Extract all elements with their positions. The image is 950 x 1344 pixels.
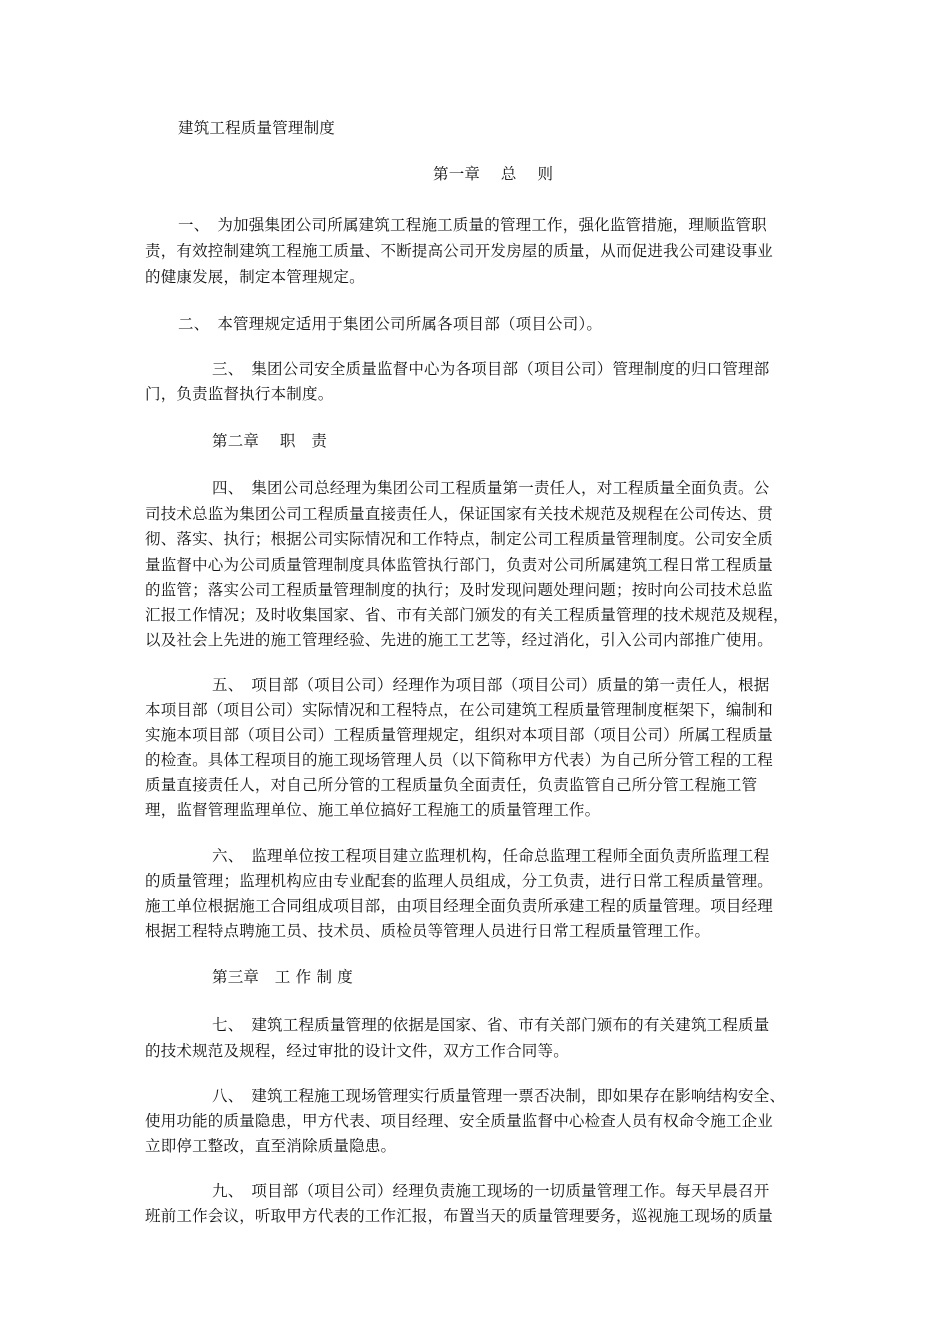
paragraph-4-line-2: 司技术总监为集团公司工程质量直接责任人，保证国家有关技术规范及规程在公司传达、贯 bbox=[145, 505, 774, 523]
paragraph-7-line-2: 的技术规范及规程，经过审批的设计文件，双方工作合同等。 bbox=[145, 1042, 569, 1060]
document-title: 建筑工程质量管理制度 bbox=[178, 119, 336, 137]
paragraph-9-line-2: 班前工作会议，听取甲方代表的工作汇报，布置当天的质量管理要务，巡视施工现场的质量 bbox=[145, 1207, 774, 1225]
paragraph-4-line-5: 的监管；落实公司工程质量管理制度的执行；及时发现问题处理问题；按时向公司技术总监 bbox=[145, 581, 774, 599]
paragraph-4-line-3: 彻、落实、执行；根据公司实际情况和工作特点，制定公司工程质量管理制度。公司安全质 bbox=[145, 530, 774, 548]
paragraph-3-line-1: 三、 集团公司安全质量监督中心为各项目部（项目公司）管理制度的归口管理部 bbox=[212, 360, 770, 378]
paragraph-7-line-1: 七、 建筑工程质量管理的依据是国家、省、市有关部门颁布的有关建筑工程质量 bbox=[212, 1016, 770, 1034]
paragraph-5-line-5: 质量直接责任人，对自己所分管的工程质量负全面责任，负责监管自己所分管工程施工管 bbox=[145, 776, 758, 794]
paragraph-4-line-1: 四、 集团公司总经理为集团公司工程质量第一责任人，对工程质量全面负责。公 bbox=[212, 479, 770, 497]
paragraph-9-line-1: 九、 项目部（项目公司）经理负责施工现场的一切质量管理工作。每天早晨召开 bbox=[212, 1182, 770, 1200]
paragraph-6-line-2: 的质量管理；监理机构应由专业配套的监理人员组成，分工负责，进行日常工程质量管理。 bbox=[145, 872, 774, 890]
paragraph-1-line-3: 的健康发展，制定本管理规定。 bbox=[145, 268, 365, 286]
paragraph-6-line-4: 根据工程特点聘施工员、技术员、质检员等管理人员进行日常工程质量管理工作。 bbox=[145, 922, 711, 940]
paragraph-8-line-2: 使用功能的质量隐患，甲方代表、项目经理、安全质量监督中心检查人员有权命令施工企业 bbox=[145, 1112, 774, 1130]
paragraph-2-line-1: 二、 本管理规定适用于集团公司所属各项目部（项目公司）。 bbox=[178, 315, 603, 333]
paragraph-6-line-1: 六、 监理单位按工程项目建立监理机构，任命总监理工程师全面负责所监理工程 bbox=[212, 847, 770, 865]
paragraph-5-line-3: 实施本项目部（项目公司）工程质量管理规定，组织对本项目部（项目公司）所属工程质量 bbox=[145, 726, 774, 744]
paragraph-6-line-3: 施工单位根据施工合同组成项目部，由项目经理全面负责所承建工程的质量管理。项目经理 bbox=[145, 897, 774, 915]
paragraph-3-line-2: 门，负责监督执行本制度。 bbox=[145, 385, 334, 403]
paragraph-8-line-3: 立即停工整改，直至消除质量隐患。 bbox=[145, 1137, 397, 1155]
paragraph-5-line-4: 的检查。具体工程项目的施工现场管理人员（以下简称甲方代表）为自己所分管工程的工程 bbox=[145, 751, 774, 769]
paragraph-8-line-1: 八、 建筑工程施工现场管理实行质量管理一票否决制，即如果存在影响结构安全、 bbox=[212, 1087, 786, 1105]
paragraph-4-line-4: 量监督中心为公司质量管理制度具体监管执行部门，负责对公司所属建筑工程日常工程质量 bbox=[145, 556, 774, 574]
paragraph-4-line-7: 以及社会上先进的施工管理经验、先进的施工工艺等，经过消化，引入公司内部推广使用。 bbox=[145, 631, 774, 649]
paragraph-1-line-1: 一、 为加强集团公司所属建筑工程施工质量的管理工作，强化监管措施，理顺监管职 bbox=[178, 216, 767, 234]
paragraph-5-line-6: 理，监督管理监理单位、施工单位搞好工程施工的质量管理工作。 bbox=[145, 801, 601, 819]
chapter-1-heading: 第一章 总 则 bbox=[433, 165, 554, 183]
chapter-3-heading: 第三章 工 作 制 度 bbox=[212, 968, 353, 986]
chapter-2-heading: 第二章 职 责 bbox=[212, 432, 328, 450]
paragraph-5-line-2: 本项目部（项目公司）实际情况和工程特点，在公司建筑工程质量管理制度框架下，编制和 bbox=[145, 701, 774, 719]
paragraph-4-line-6: 汇报工作情况；及时收集国家、省、市有关部门颁发的有关工程质量管理的技术规范及规程， bbox=[145, 606, 789, 624]
paragraph-1-line-2: 责，有效控制建筑工程施工质量、不断提高公司开发房屋的质量，从而促进我公司建设事业 bbox=[145, 242, 774, 260]
paragraph-5-line-1: 五、 项目部（项目公司）经理作为项目部（项目公司）质量的第一责任人，根据 bbox=[212, 676, 770, 694]
